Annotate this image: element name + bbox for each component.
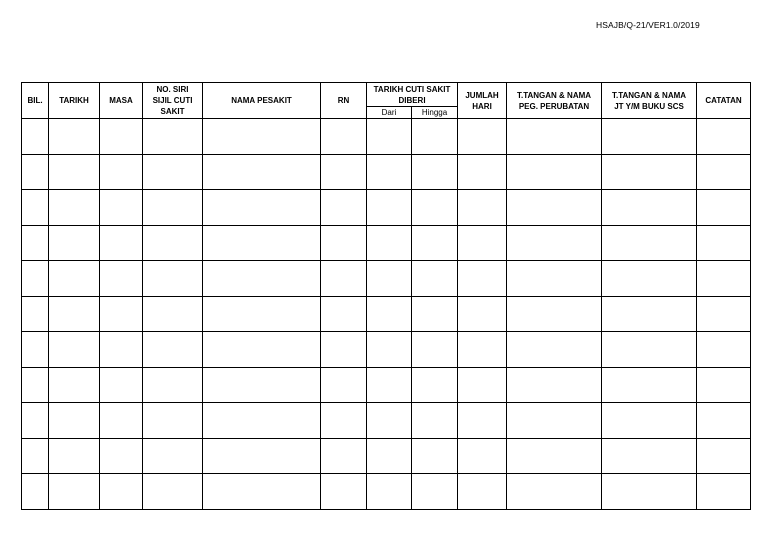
entry-cell[interactable] — [100, 438, 143, 474]
entry-cell[interactable] — [203, 296, 321, 332]
header-rn: RN — [321, 83, 367, 119]
entry-cell[interactable] — [458, 367, 507, 403]
entry-cell[interactable] — [203, 190, 321, 226]
entry-cell[interactable] — [367, 296, 412, 332]
entry-cell[interactable] — [49, 438, 100, 474]
header-masa: MASA — [100, 83, 143, 119]
entry-cell[interactable] — [412, 474, 458, 510]
entry-cell[interactable] — [143, 367, 203, 403]
entry-cell[interactable] — [203, 367, 321, 403]
table-row — [22, 119, 751, 155]
entry-cell[interactable] — [49, 154, 100, 190]
entry-cell[interactable] — [203, 225, 321, 261]
entry-cell[interactable] — [321, 332, 367, 368]
entry-cell[interactable] — [507, 332, 602, 368]
entry-cell[interactable] — [507, 403, 602, 439]
entry-cell[interactable] — [697, 474, 751, 510]
entry-cell[interactable] — [49, 190, 100, 226]
entry-cell[interactable] — [22, 296, 49, 332]
header-hingga: Hingga — [412, 107, 458, 119]
entry-cell[interactable] — [458, 154, 507, 190]
entry-cell[interactable] — [203, 438, 321, 474]
entry-cell[interactable] — [49, 474, 100, 510]
header-bil: BIL. — [22, 83, 49, 119]
entry-cell[interactable] — [367, 154, 412, 190]
entry-cell[interactable] — [321, 403, 367, 439]
entry-cell[interactable] — [321, 225, 367, 261]
header-jumlah-hari — [458, 83, 507, 119]
entry-cell[interactable] — [458, 261, 507, 297]
entry-cell[interactable] — [412, 190, 458, 226]
entry-cell[interactable] — [203, 332, 321, 368]
entry-cell[interactable] — [458, 190, 507, 226]
entry-cell[interactable] — [49, 296, 100, 332]
entry-cell[interactable] — [22, 332, 49, 368]
header-ttangan-peg-line2: PEG. PERUBATAN — [518, 101, 590, 111]
entry-cell[interactable] — [458, 332, 507, 368]
entry-cell[interactable] — [602, 438, 697, 474]
entry-cell[interactable] — [412, 403, 458, 439]
entry-cell[interactable] — [697, 119, 751, 155]
table-row — [22, 438, 751, 474]
entry-cell[interactable] — [143, 403, 203, 439]
table-row — [22, 225, 751, 261]
entry-cell[interactable] — [697, 438, 751, 474]
entry-cell[interactable] — [49, 261, 100, 297]
entry-cell[interactable] — [100, 225, 143, 261]
entry-cell[interactable] — [49, 225, 100, 261]
entry-cell[interactable] — [412, 225, 458, 261]
entry-cell[interactable] — [143, 261, 203, 297]
entry-cell[interactable] — [367, 474, 412, 510]
entry-cell[interactable] — [321, 190, 367, 226]
header-no-siri-line3: SAKIT — [160, 107, 185, 116]
entry-cell[interactable] — [49, 119, 100, 155]
entry-cell[interactable] — [412, 119, 458, 155]
entry-cell[interactable] — [100, 403, 143, 439]
header-no-siri-line1: NO. SIRI — [156, 85, 189, 94]
entry-cell[interactable] — [412, 367, 458, 403]
entry-cell[interactable] — [22, 119, 49, 155]
entry-cell[interactable] — [143, 154, 203, 190]
entry-cell[interactable] — [203, 119, 321, 155]
entry-cell[interactable] — [458, 438, 507, 474]
entry-cell[interactable] — [100, 119, 143, 155]
entry-cell[interactable] — [49, 367, 100, 403]
header-tarikh-cuti-line2: DIBERI — [398, 95, 426, 105]
entry-cell[interactable] — [22, 261, 49, 297]
header-ttangan-jt-buku-scs — [602, 83, 697, 119]
entry-cell[interactable] — [507, 119, 602, 155]
entry-cell[interactable] — [458, 225, 507, 261]
entry-cell[interactable] — [602, 296, 697, 332]
header-nama-pesakit: NAMA PESAKIT — [203, 83, 321, 119]
table-row — [22, 403, 751, 439]
entry-cell[interactable] — [49, 332, 100, 368]
entry-cell[interactable] — [602, 474, 697, 510]
entry-cell[interactable] — [412, 261, 458, 297]
entry-cell[interactable] — [602, 403, 697, 439]
entry-cell[interactable] — [507, 438, 602, 474]
entry-cell[interactable] — [100, 296, 143, 332]
entry-cell[interactable] — [143, 119, 203, 155]
header-tarikh: TARIKH — [49, 83, 100, 119]
entry-cell[interactable] — [22, 474, 49, 510]
entry-cell[interactable] — [367, 119, 412, 155]
entry-cell[interactable] — [321, 261, 367, 297]
entry-cell[interactable] — [22, 190, 49, 226]
entry-cell[interactable] — [458, 119, 507, 155]
document-code: HSAJB/Q-21/VER1.0/2019 — [596, 20, 700, 30]
entry-cell[interactable] — [602, 119, 697, 155]
header-tarikh-cuti-line1: TARIKH CUTI SAKIT — [373, 84, 451, 94]
header-ttangan-peg-perubatan — [507, 83, 602, 119]
entry-cell[interactable] — [367, 225, 412, 261]
entry-cell[interactable] — [697, 367, 751, 403]
entry-cell[interactable] — [507, 296, 602, 332]
entry-cell[interactable] — [22, 403, 49, 439]
entry-cell[interactable] — [100, 474, 143, 510]
entry-cell[interactable] — [697, 225, 751, 261]
entry-cell[interactable] — [321, 296, 367, 332]
table-row — [22, 367, 751, 403]
entry-cell[interactable] — [143, 474, 203, 510]
entry-cell[interactable] — [49, 403, 100, 439]
header-tarikh-cuti-sakit — [367, 83, 458, 107]
entry-cell[interactable] — [100, 332, 143, 368]
entry-cell[interactable] — [458, 403, 507, 439]
entry-cell[interactable] — [602, 190, 697, 226]
entry-cell[interactable] — [412, 154, 458, 190]
entry-cell[interactable] — [203, 261, 321, 297]
table-row — [22, 190, 751, 226]
entry-cell[interactable] — [602, 367, 697, 403]
entry-cell[interactable] — [507, 261, 602, 297]
register-body — [22, 119, 751, 510]
entry-cell[interactable] — [697, 332, 751, 368]
header-no-siri-line2: SIJIL CUTI — [152, 96, 193, 105]
entry-cell[interactable] — [412, 332, 458, 368]
entry-cell[interactable] — [203, 154, 321, 190]
entry-cell[interactable] — [143, 190, 203, 226]
entry-cell[interactable] — [412, 438, 458, 474]
entry-cell[interactable] — [697, 261, 751, 297]
entry-cell[interactable] — [507, 225, 602, 261]
entry-cell[interactable] — [367, 190, 412, 226]
entry-cell[interactable] — [100, 367, 143, 403]
entry-cell[interactable] — [203, 474, 321, 510]
entry-cell[interactable] — [507, 190, 602, 226]
entry-cell[interactable] — [100, 261, 143, 297]
entry-cell[interactable] — [507, 154, 602, 190]
entry-cell[interactable] — [22, 154, 49, 190]
table-row — [22, 474, 751, 510]
entry-cell[interactable] — [602, 261, 697, 297]
entry-cell[interactable] — [697, 403, 751, 439]
entry-cell[interactable] — [697, 190, 751, 226]
entry-cell[interactable] — [143, 332, 203, 368]
entry-cell[interactable] — [412, 296, 458, 332]
header-dari: Dari — [367, 107, 412, 119]
header-no-siri-sijil — [143, 83, 203, 119]
entry-cell[interactable] — [602, 154, 697, 190]
table-row — [22, 154, 751, 190]
entry-cell[interactable] — [143, 296, 203, 332]
entry-cell[interactable] — [321, 438, 367, 474]
entry-cell[interactable] — [367, 403, 412, 439]
entry-cell[interactable] — [367, 332, 412, 368]
entry-cell[interactable] — [458, 296, 507, 332]
header-jumlah-line1: JUMLAH — [465, 90, 499, 100]
entry-cell[interactable] — [321, 474, 367, 510]
entry-cell[interactable] — [697, 296, 751, 332]
entry-cell[interactable] — [458, 474, 507, 510]
entry-cell[interactable] — [321, 367, 367, 403]
entry-cell[interactable] — [143, 225, 203, 261]
table-row — [22, 332, 751, 368]
header-jumlah-line2: HARI — [472, 101, 492, 111]
entry-cell[interactable] — [321, 119, 367, 155]
entry-cell[interactable] — [367, 261, 412, 297]
entry-cell[interactable] — [22, 225, 49, 261]
entry-cell[interactable] — [100, 154, 143, 190]
entry-cell[interactable] — [602, 332, 697, 368]
table-row — [22, 261, 751, 297]
table-row — [22, 296, 751, 332]
entry-cell[interactable] — [100, 190, 143, 226]
medical-leave-register-table — [21, 82, 751, 510]
entry-cell[interactable] — [321, 154, 367, 190]
entry-cell[interactable] — [602, 225, 697, 261]
entry-cell[interactable] — [507, 367, 602, 403]
entry-cell[interactable] — [367, 438, 412, 474]
entry-cell[interactable] — [143, 438, 203, 474]
header-ttangan-peg-line1: T.TANGAN & NAMA — [516, 90, 592, 100]
entry-cell[interactable] — [203, 403, 321, 439]
entry-cell[interactable] — [697, 154, 751, 190]
header-catatan: CATATAN — [697, 83, 751, 119]
header-ttangan-jt-line2: JT Y/M BUKU SCS — [614, 101, 684, 111]
header-ttangan-jt-line1: T.TANGAN & NAMA — [611, 90, 687, 100]
entry-cell[interactable] — [22, 438, 49, 474]
entry-cell[interactable] — [507, 474, 602, 510]
entry-cell[interactable] — [367, 367, 412, 403]
entry-cell[interactable] — [22, 367, 49, 403]
